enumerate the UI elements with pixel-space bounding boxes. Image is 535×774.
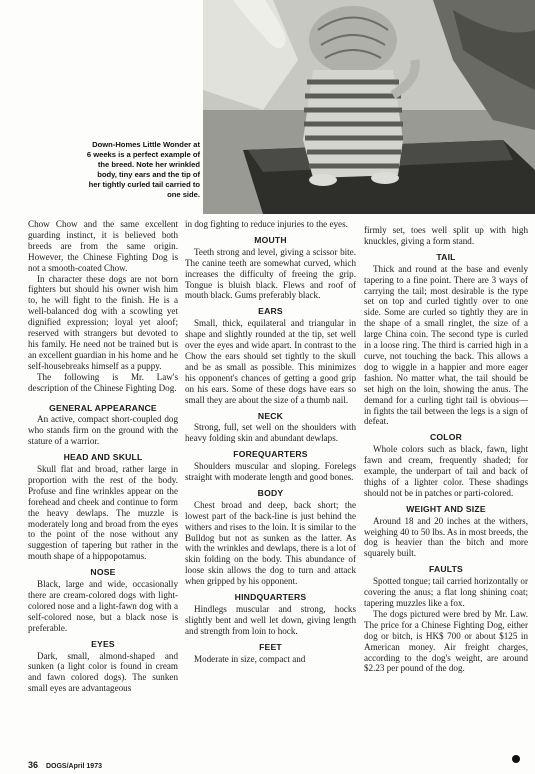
section-heading-faults: FAULTS	[429, 564, 463, 575]
paragraph: In character these dogs are not born fighters but should his owner wish him to, he will fight to the finish. He is a well-balanced dog with a scowling yet dignified expression; loyal yet aloof; reserved with strangers but devoted to his family. He need not be trained but is an excellent guardian in his home and he self-housebreaks himself as a puppy.	[28, 273, 178, 371]
article-column-2	[185, 219, 356, 665]
puppy-photo-illustration	[203, 0, 535, 214]
paragraph: The dogs pictured were bred by Mr. Law. The price for a Chinese Fighting Dog, either dog or bitch, is HK$ 700 or about $125 in American money. Air freight charges, according to the dog's weight, are around $2.23 per pound of the dog.	[364, 608, 528, 674]
section-heading-tail: TAIL	[436, 251, 456, 262]
section-heading-ears: EARS	[258, 306, 283, 317]
paragraph: Black, large and wide, occasionally there are cream-colored dogs with light-colored nose and a light-fawn dog with a self-colored nose, but a black nose is preferable.	[28, 579, 178, 633]
paragraph: Thick and round at the base and evenly tapering to a fine point. There are 3 ways of carrying the tail; most desirable is the type set on top and curled tightly over to one side. Some are curled so tightly they are in the shape of a small ringlet, the size of a large China coin. The second type is curled in a loose ring. The third is carried high in a curve, not touching the back. This allows a dog to wiggle in a happier and more eager fashion. No matter what, the tail should be set high on the loin, showing the anus. The demand for a curling tight tail is obvious—in fights the tail between the legs is a sign of defeat.	[364, 263, 528, 427]
section-heading-feet: FEET	[259, 641, 282, 652]
section-heading-forequarters: FOREQUARTERS	[233, 449, 308, 460]
section-heading-hindquarters: HINDQUARTERS	[234, 592, 307, 603]
paragraph: Strong, full, set well on the shoulders with heavy folding skin and abundant dewlaps.	[185, 422, 356, 444]
paragraph: Skull flat and broad, rather large in proportion with the rest of the body. Profuse and fine wrinkles appear on the forehead and cheek and continue to form the heavy dewlaps. The muzzle is moderately long and broad from the eyes to the point of the nose without any suggestion of tapering but rather in the mouth shape of a hippopotamus.	[28, 464, 178, 562]
article-column-1	[28, 219, 178, 694]
paragraph: Chest broad and deep, back short; the lowest part of the back-line is just behind the withers and rises to the loin. It is similar to the Bulldog but not as sunken as the latter. As with the wrinkles and dewlaps, there is a lot of skin folding on the body. This abundance of loose skin allows the dog to turn and attack when gripped by his opponent.	[185, 499, 356, 587]
section-heading-body: BODY	[257, 487, 284, 498]
paragraph: Small, thick, equilateral and triangular in shape and slightly rounded at the tip, set well over the eyes and wide apart. In contrast to the Chow the ears should set tightly to the skull and be as small as possible. This minimizes his opponent's chances of getting a good grip on his ears. Some of these dogs have ears so small they are about the size of a thumb nail.	[185, 318, 356, 405]
page-number: 36	[28, 760, 39, 770]
section-heading-mouth: MOUTH	[254, 234, 287, 245]
paragraph: Teeth strong and level, giving a scissor bite. The canine teeth are somewhat curved, which increases the difficulty of freeing the grip. Tongue is bluish black. Flews and roof of mouth black. Gums preferably black.	[185, 246, 356, 301]
paragraph: An active, compact short-coupled dog who stands firm on the ground with the stature of a warrior.	[28, 414, 178, 447]
article-column-3	[364, 225, 528, 674]
section-heading-neck: NECK	[257, 410, 284, 421]
paragraph: Dark, small, almond-shaped and sunken (a light color is found in cream and fawn colored dogs). The sunken small eyes are advantageous	[28, 650, 178, 694]
section-heading-head-and-skull: HEAD AND SKULL	[63, 452, 143, 463]
article-body	[0, 219, 535, 774]
paragraph: Spotted tongue; tail carried horizontally or covering the anus; a flat long shining coat; tapering muzzles like a fox.	[364, 576, 528, 608]
paragraph: Shoulders muscular and sloping. Forelegs straight with moderate length and good bones.	[185, 461, 356, 483]
paragraph: Hindlegs muscular and strong, hocks slightly bent and well let down, giving length and strength from loin to hock.	[185, 604, 356, 636]
photo-caption: Down-Homes Little Wonder at 6 weeks is a perfect example of the breed. Note her wrinkled body, tiny ears and the tip of her tightly curled tail carried to one side.	[86, 140, 200, 199]
paragraph: Around 18 and 20 inches at the withers, weighing 40 to 50 lbs. As in most breeds, the dog is heavier than the bitch and more squarely built.	[364, 515, 528, 559]
paragraph: Whole colors such as black, fawn, light fawn and cream, frequently shaded; for example, the underpart of tail and back of thighs of a lighter color. These shadings should not be in patches or parti-colored.	[364, 444, 528, 498]
section-heading-color: COLOR	[429, 432, 463, 443]
paragraph: The following is Mr. Law's description of the Chinese Fighting Dog.	[28, 371, 178, 393]
section-heading-eyes: EYES	[91, 638, 115, 649]
section-heading-weight-and-size: WEIGHT AND SIZE	[406, 503, 486, 514]
end-of-article-mark	[512, 755, 520, 763]
paragraph: Moderate in size, compact and	[194, 653, 306, 664]
section-heading-general-appearance: GENERAL APPEARANCE	[49, 402, 157, 413]
paragraph: Chow Chow and the same excellent guarding instinct, it is believed both breeds are from the same origin. However, the Chinese Fighting Dog is not a smooth-coated Chow.	[28, 219, 178, 273]
page-footer	[28, 760, 102, 770]
puppy-photo	[203, 0, 535, 214]
section-heading-nose: NOSE	[90, 567, 116, 578]
paragraph: firmly set, toes well split up with high knuckles, giving a form stand.	[364, 225, 528, 246]
paragraph: in dog fighting to reduce injuries to the eyes.	[185, 219, 348, 229]
issue-label: DOGS/April 1973	[45, 763, 102, 770]
